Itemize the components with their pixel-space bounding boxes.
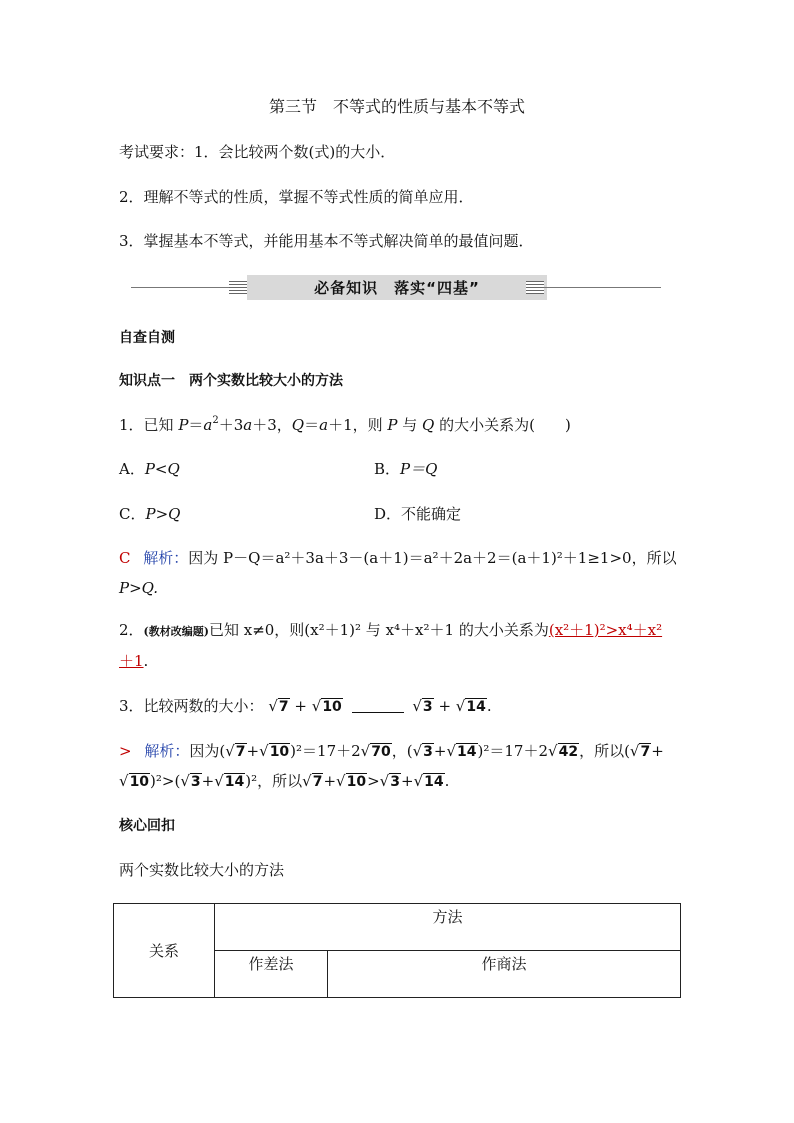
- answer-blank[interactable]: [352, 698, 404, 713]
- table-header-relation: 关系: [114, 904, 215, 998]
- table-header-difference: 作差法: [215, 951, 328, 998]
- banner-left-cap: [229, 281, 247, 294]
- option-b[interactable]: B．P＝Q: [374, 460, 438, 478]
- q3-answer: >: [119, 742, 132, 760]
- core-subtitle: 两个实数比较大小的方法: [119, 861, 285, 879]
- requirement-1: 考试要求：1．会比较两个数(式)的大小．: [119, 143, 396, 161]
- adapted-tag: (教材改编题): [143, 625, 209, 638]
- banner-right-line: [544, 287, 661, 288]
- option-d[interactable]: D．不能确定: [374, 505, 462, 523]
- requirement-2: 2．理解不等式的性质，掌握不等式性质的简单应用．: [119, 188, 474, 206]
- self-check-heading: 自查自测: [119, 330, 175, 346]
- q3-analysis: > 解析：因为(√7+√10)²＝17＋2√70，(√3+√14)²＝17＋2√42，所以(√7+: [119, 742, 664, 760]
- question-2-cont: ＋1.: [119, 652, 149, 670]
- table-header-quotient: 作商法: [328, 951, 681, 998]
- question-3: 3．比较两数的大小： √7 + √10 √3 + √14.: [119, 697, 492, 715]
- banner-left-line: [131, 287, 231, 288]
- page-title: 第三节 不等式的性质与基本不等式: [268, 97, 525, 116]
- q1-answer: C: [119, 549, 131, 567]
- question-1: 1．已知 $P=a^2+3a+3$，Q＝a＋1，则 P 与 Q 的大小关系为( ): [119, 415, 571, 434]
- table-header-method: 方法: [215, 904, 681, 951]
- section-banner: 必备知识 落实“四基”: [247, 275, 547, 300]
- comparison-table: [113, 903, 681, 998]
- knowledge-point-heading: 知识点一 两个实数比较大小的方法: [119, 373, 343, 389]
- q3-analysis-cont: √10)²>(√3+√14)²，所以√7+√10>√3+√14.: [119, 772, 450, 790]
- option-a[interactable]: A．P<Q: [119, 460, 180, 478]
- core-review-heading: 核心回扣: [119, 818, 175, 834]
- requirement-3: 3．掌握基本不等式，并能用基本不等式解决简单的最值问题．: [119, 232, 534, 250]
- q1-analysis: C 解析：因为 P－Q＝a²＋3a＋3－(a＋1)＝a²＋2a＋2＝(a＋1)²＋1≥1>0，所以: [119, 549, 677, 567]
- banner-right-cap: [526, 281, 544, 294]
- option-c[interactable]: C．P>Q: [119, 505, 181, 523]
- question-2: 2．(教材改编题)已知 x≠0，则(x²＋1)² 与 x⁴＋x²＋1 的大小关系为(x²＋1)²>x⁴＋x²: [119, 621, 663, 639]
- q1-analysis-cont: P>Q.: [119, 579, 158, 597]
- q2-answer: (x²＋1)²>x⁴＋x²: [548, 621, 663, 639]
